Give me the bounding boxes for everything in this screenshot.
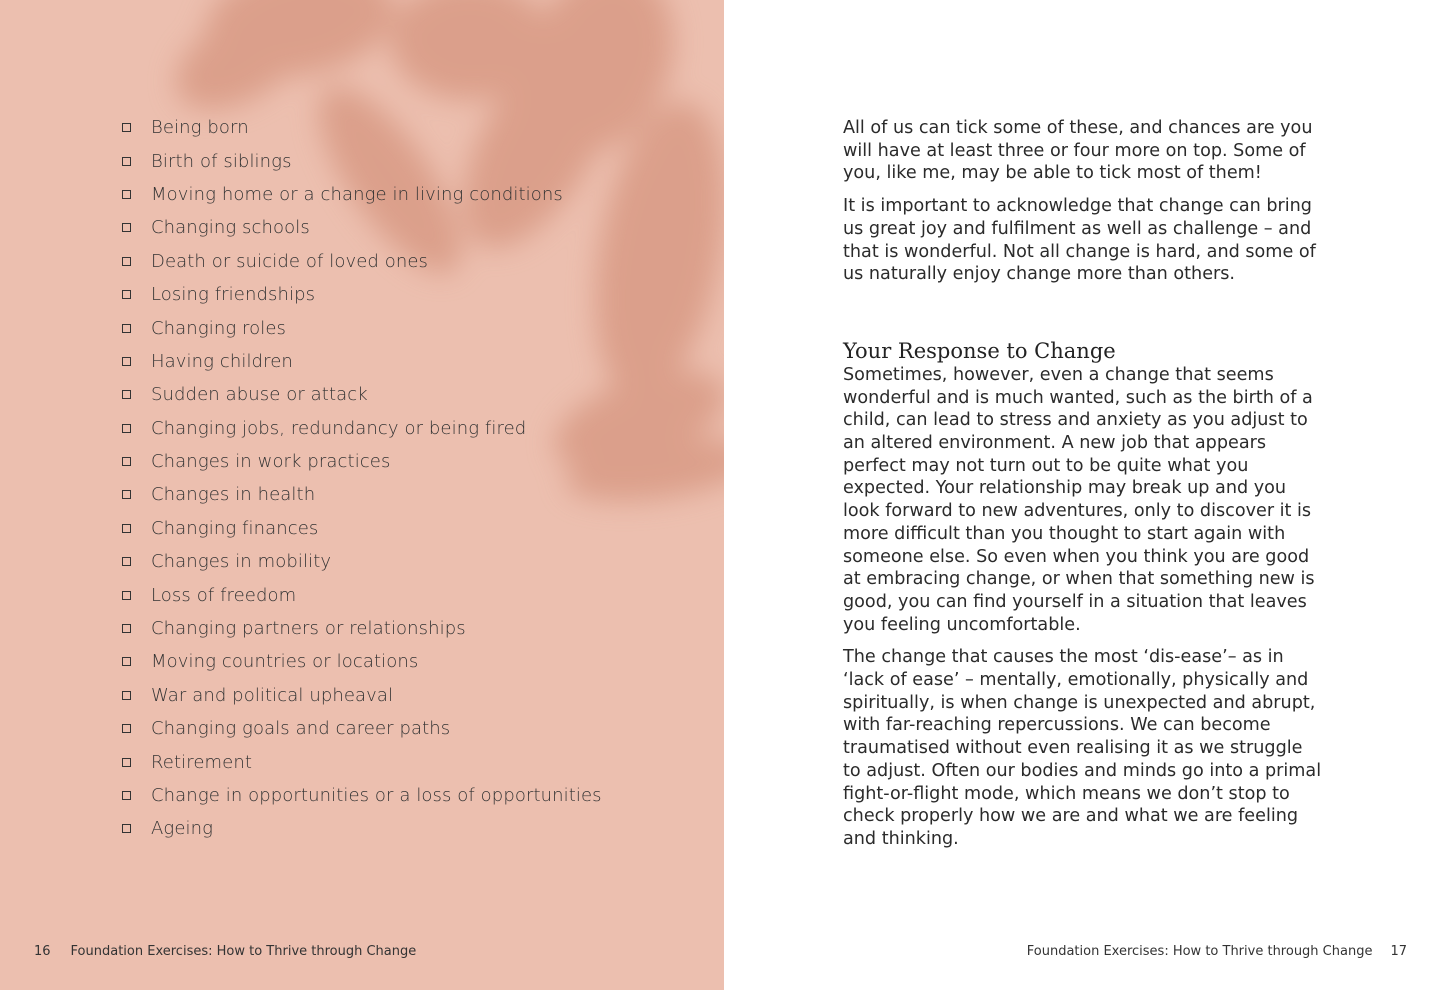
checklist-item-label: Loss of freedom bbox=[151, 584, 297, 606]
checklist-item[interactable] bbox=[120, 278, 602, 311]
checklist-item[interactable] bbox=[120, 512, 602, 545]
checkbox-icon[interactable] bbox=[122, 457, 131, 466]
checklist-item[interactable] bbox=[120, 545, 602, 578]
checklist-item-label: Changing goals and career paths bbox=[151, 718, 451, 740]
checkbox-icon[interactable] bbox=[122, 357, 131, 366]
checkbox-icon[interactable] bbox=[122, 490, 131, 499]
checklist-item-label: Changes in mobility bbox=[151, 551, 332, 573]
checklist-item[interactable] bbox=[120, 712, 602, 745]
checkbox-icon[interactable] bbox=[122, 824, 131, 833]
checklist-item-label: Retirement bbox=[151, 751, 252, 773]
checklist-item-label: Ageing bbox=[151, 818, 214, 840]
checkbox-icon[interactable] bbox=[122, 424, 131, 433]
checklist-item[interactable] bbox=[120, 445, 602, 478]
checkbox-icon[interactable] bbox=[122, 123, 131, 132]
checklist-item-label: Sudden abuse or attack bbox=[151, 384, 368, 406]
section-heading: Your Response to Change bbox=[843, 338, 1116, 363]
checklist-item-label: Moving home or a change in living conditions bbox=[151, 183, 563, 205]
checkbox-icon[interactable] bbox=[122, 591, 131, 600]
checklist-item[interactable] bbox=[120, 812, 602, 845]
change-checklist bbox=[120, 111, 602, 846]
checklist-item[interactable] bbox=[120, 144, 602, 177]
checklist-item[interactable] bbox=[120, 779, 602, 812]
checkbox-icon[interactable] bbox=[122, 290, 131, 299]
page-number: 17 bbox=[1390, 944, 1407, 959]
checklist-item-label: Changes in work practices bbox=[151, 451, 391, 473]
checkbox-icon[interactable] bbox=[122, 524, 131, 533]
checklist-item[interactable] bbox=[120, 111, 602, 144]
checklist-item[interactable] bbox=[120, 245, 602, 278]
checklist-item[interactable] bbox=[120, 412, 602, 445]
right-page-text bbox=[843, 117, 1323, 861]
checkbox-icon[interactable] bbox=[122, 324, 131, 333]
intro-paragraph: It is important to acknowledge that change can bring us great joy and fulfilment as well as challenge – and that is wonderful. Not all change is hard, and some of us naturally enjoy change more than others. bbox=[843, 196, 1316, 285]
checklist-item[interactable] bbox=[120, 478, 602, 511]
checklist-item[interactable] bbox=[120, 578, 602, 611]
checkbox-icon[interactable] bbox=[122, 190, 131, 199]
checkbox-icon[interactable] bbox=[122, 691, 131, 700]
checklist-item-label: Changing partners or relationships bbox=[151, 618, 466, 640]
checklist-item-label: Losing friendships bbox=[151, 284, 316, 306]
checkbox-icon[interactable] bbox=[122, 390, 131, 399]
checklist-item[interactable] bbox=[120, 612, 602, 645]
checklist-item-label: Being born bbox=[151, 117, 249, 139]
checklist-item[interactable] bbox=[120, 378, 602, 411]
body-paragraph: Sometimes, however, even a change that seems wonderful and is much wanted, such as the birth of a child, can lead to stress and anxiety as you adjust to an altered environment. A new job that appears perfect may not turn out to be quite what you expected. Your relationship may break up and you look forward to new adventures, only to discover it is more difficult than you thought to start again with someone else. So even when you think you are good at embracing change, or when that something new is good, you can find yourself in a situation that leaves you feeling uncomfortable. bbox=[843, 364, 1315, 635]
checklist-item-label: Death or suicide of loved ones bbox=[151, 250, 429, 272]
left-page-footer bbox=[34, 944, 416, 959]
checkbox-icon[interactable] bbox=[122, 791, 131, 800]
checkbox-icon[interactable] bbox=[122, 758, 131, 767]
intro-paragraph: All of us can tick some of these, and chances are you will have at least three or four more on top. Some of you, like me, may be able to tick most of them! bbox=[843, 118, 1313, 184]
checklist-item-label: War and political upheaval bbox=[151, 684, 394, 706]
checkbox-icon[interactable] bbox=[122, 157, 131, 166]
checklist-item-label: Birth of siblings bbox=[151, 150, 292, 172]
checkbox-icon[interactable] bbox=[122, 657, 131, 666]
running-title: Foundation Exercises: How to Thrive through Change bbox=[1026, 944, 1373, 959]
checklist-item-label: Changing roles bbox=[151, 317, 287, 339]
checkbox-icon[interactable] bbox=[122, 724, 131, 733]
checklist-item-label: Changing finances bbox=[151, 517, 319, 539]
checklist-item[interactable] bbox=[120, 345, 602, 378]
checkbox-icon[interactable] bbox=[122, 223, 131, 232]
checklist-item-label: Moving countries or locations bbox=[151, 651, 419, 673]
checklist-item-label: Change in opportunities or a loss of opportunities bbox=[151, 785, 602, 806]
checklist-item[interactable] bbox=[120, 311, 602, 344]
checklist-item[interactable] bbox=[120, 178, 602, 211]
checklist-item[interactable] bbox=[120, 211, 602, 244]
page-number: 16 bbox=[34, 944, 51, 959]
right-page-footer bbox=[1027, 944, 1407, 959]
checklist-item-label: Changing schools bbox=[151, 217, 310, 239]
checklist-item-label: Changing jobs, redundancy or being fired bbox=[151, 417, 527, 439]
body-paragraph: The change that causes the most ‘dis-ease’– as in ‘lack of ease’ – mentally, emotionally, physically and spiritually, is when change is unexpected and abrupt, with far-reaching repercussions. We can become traumatised without even realising it as we struggle to adjust. Often our bodies and minds go into a primal fight-or-flight mode, which means we don’t stop to check properly how we are and what we are feeling and thinking. bbox=[843, 647, 1322, 849]
checklist-item-label: Having children bbox=[151, 350, 293, 372]
checklist-item-label: Changes in health bbox=[151, 484, 316, 506]
checkbox-icon[interactable] bbox=[122, 557, 131, 566]
checklist-item[interactable] bbox=[120, 645, 602, 678]
checkbox-icon[interactable] bbox=[122, 624, 131, 633]
checkbox-icon[interactable] bbox=[122, 257, 131, 266]
running-title: Foundation Exercises: How to Thrive through Change bbox=[70, 944, 417, 959]
checklist-item[interactable] bbox=[120, 745, 602, 778]
checklist-item[interactable] bbox=[120, 679, 602, 712]
